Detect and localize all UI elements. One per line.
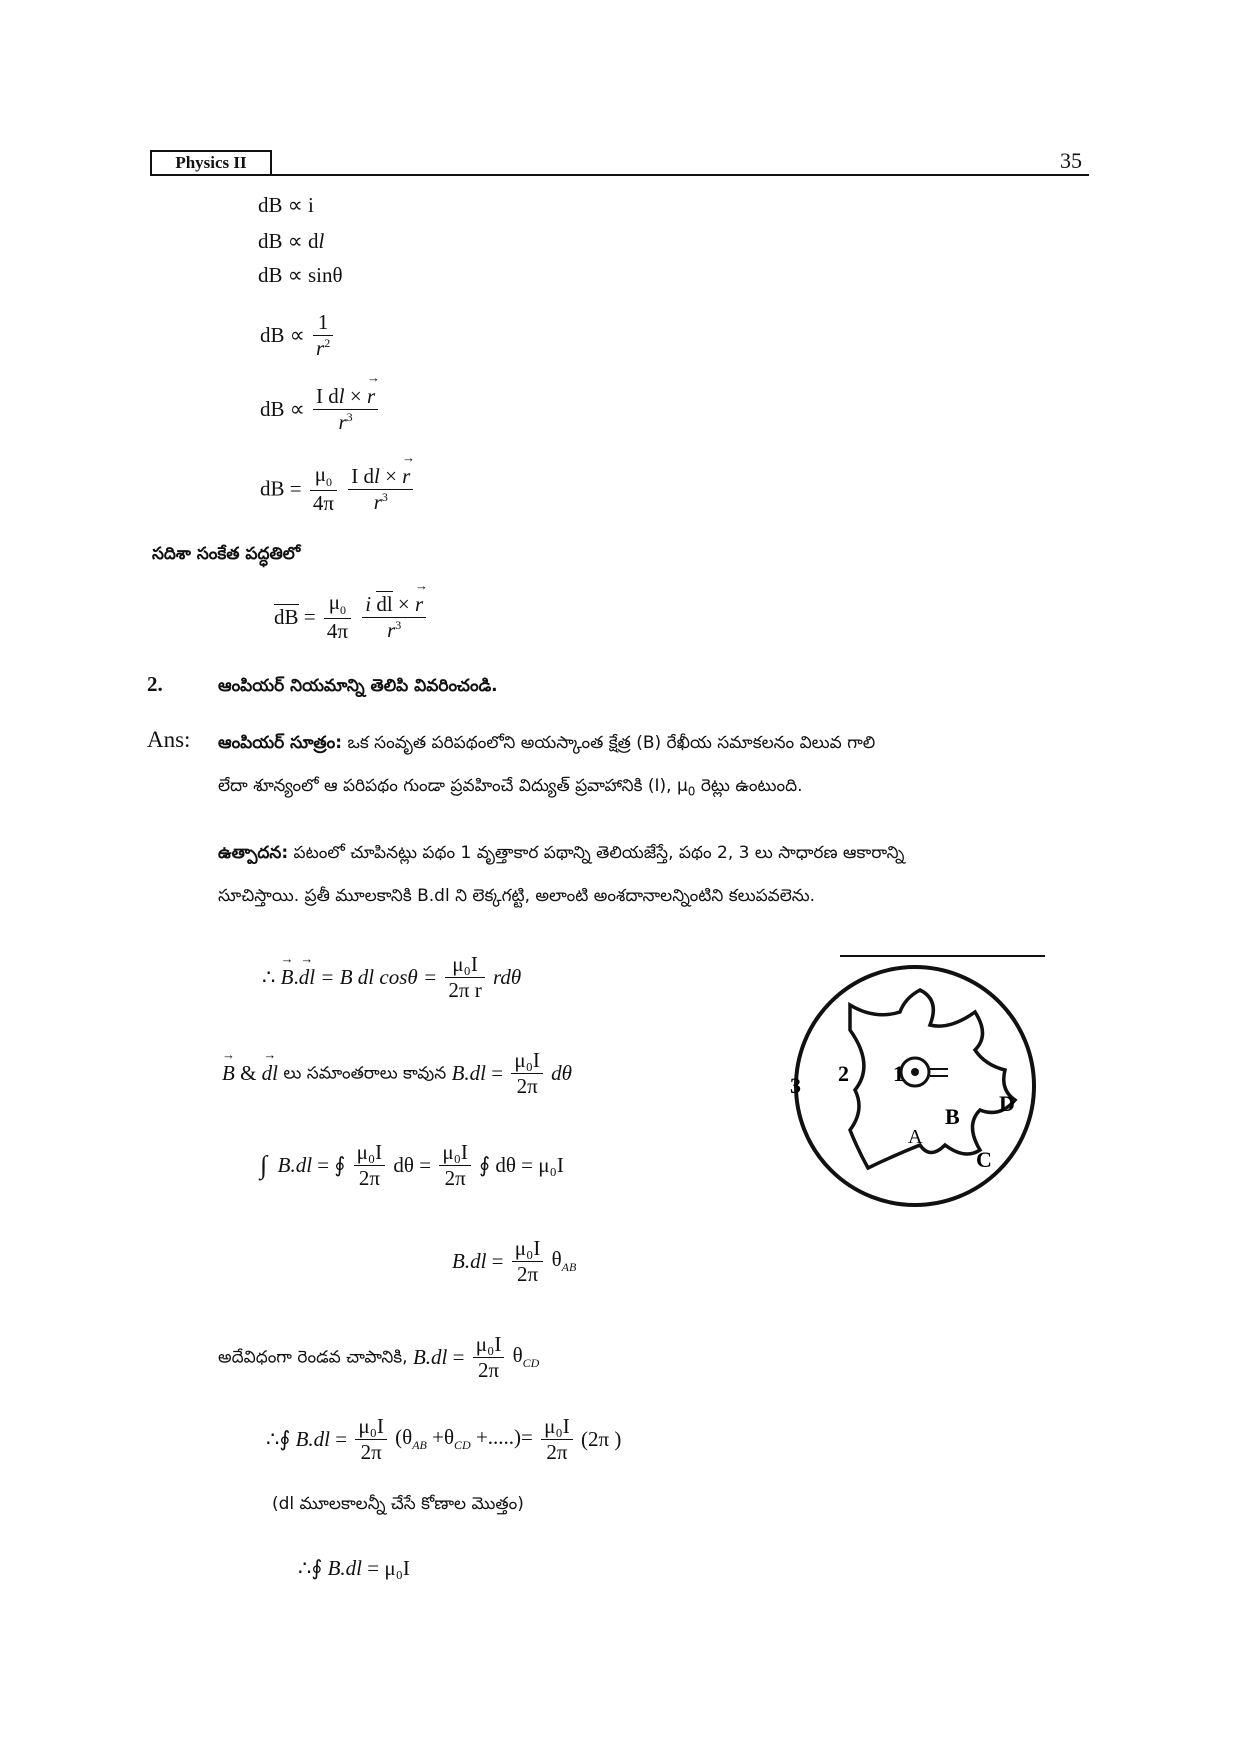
figure-label-D: D bbox=[999, 1091, 1015, 1116]
current-dot bbox=[911, 1068, 919, 1076]
derivation-line-2: సూచిస్తాయి. ప్రతీ మూలకానికి B.dl ని లెక్కగట్టి, అలాంటి అంశదానాలన్నింటిని కలుపవలెను. bbox=[218, 886, 816, 906]
angle-sum-note: (dl మూలకాలన్నీ చేసే కోణాల మొత్తం) bbox=[272, 1494, 524, 1514]
book-title-box bbox=[150, 150, 272, 176]
path-2-irregular-loop bbox=[850, 990, 1015, 1168]
figure-label-C: C bbox=[976, 1147, 992, 1172]
biot-savart-equation: dB = $\frac{\mu_0}{4\pi}$ $\frac{\text{I dl × → r}}{r^3}$ bbox=[260, 462, 416, 516]
prop-line-1: dB ∝ i bbox=[258, 193, 314, 217]
derivation-eq-final: ∴∮ B.dl = μ₀I bbox=[298, 1556, 410, 1580]
figure-label-1: 1 bbox=[893, 1061, 904, 1086]
derivation-eq-4: B.dl = $\frac{\text{μ₀I}}{2\pi}$ $\theta_{AB}$ bbox=[452, 1236, 577, 1286]
figure-label-B: B bbox=[945, 1104, 960, 1129]
law-statement-line-1: ఆంపియర్ సూత్రం: ఒక సంవృత పరిపథంలోని అయస్కాంత క్షేత్ర (B) రేఖీయ సమాకలనం విలువ గాలి bbox=[218, 733, 876, 753]
answer-label: Ans: bbox=[147, 727, 191, 752]
derivation-eq-5: అదేవిధంగా రెండవ చాపానికి, B.dl = $\frac{\text{μ₀I}}{2\pi}$ $\theta_{CD}$ bbox=[218, 1332, 540, 1382]
prop-line-4: dB ∝ $\frac{1}{r^2}$ bbox=[260, 310, 336, 361]
derivation-eq-6: ∴∮ B.dl = $\frac{\text{μ₀I}}{2\pi}$ ($\theta_{AB} +\theta_{CD}$ +.....)= $\frac{\text{μ₀I}}{2\pi}$ (2π ) bbox=[266, 1414, 622, 1464]
derivation-line-1: ఉత్పాదన: పటంలో చూపినట్లు పథం 1 వృత్తాకార పథాన్ని తెలియజేస్తే, పథం 2, 3 లు సాధారణ ఆకారాన్ని bbox=[218, 843, 905, 863]
book-title: Physics II bbox=[175, 153, 247, 172]
derivation-eq-3: ∫ B.dl = ∮ $\frac{\text{μ₀I}}{2\pi}$ dθ = $\frac{\text{μ₀I}}{2\pi}$ ∮ dθ = μ₀I bbox=[260, 1140, 564, 1190]
question-text: ఆంపియర్ నియమాన్ని తెలిపి వివరించండి. bbox=[218, 676, 498, 696]
law-statement-line-2: లేదా శూన్యంలో ఆ పరిపథం గుండా ప్రవహించే విద్యుత్ ప్రవాహానికి (I), $\mu_0$ రెట్లు ఉంటుంది. bbox=[218, 776, 803, 799]
prop-line-2: dB ∝ dl bbox=[258, 229, 325, 253]
vector-form-equation: dB = $\frac{\mu_0}{4\pi}$ $\frac{\text{i dl × → r}}{r^3}$ bbox=[274, 590, 429, 644]
ampere-loop-figure bbox=[780, 950, 1100, 1215]
derivation-eq-2: → B & → dl లు సమాంతరాలు కావున B.dl = $\frac{\text{μ₀I}}{2\pi}$ dθ bbox=[222, 1048, 572, 1099]
vector-form-heading: సదిశా సంకేత పద్ధతిలో bbox=[152, 544, 301, 564]
header-rule bbox=[272, 174, 1089, 176]
question-number: 2. bbox=[147, 672, 163, 696]
figure-label-A: A bbox=[908, 1126, 923, 1148]
prop-line-5: dB ∝ $\frac{\text{I dl × → r}}{r^3}$ bbox=[260, 384, 381, 435]
page-number: 35 bbox=[1060, 148, 1082, 173]
figure-label-2: 2 bbox=[838, 1061, 849, 1086]
prop-line-3: dB ∝ sinθ bbox=[258, 263, 343, 287]
derivation-eq-1: ∴ → B.→ dl = B dl cosθ = $\frac{\text{μ₀I}}{\text{2π r}}$ rdθ bbox=[262, 952, 521, 1003]
figure-label-3: 3 bbox=[790, 1073, 801, 1098]
